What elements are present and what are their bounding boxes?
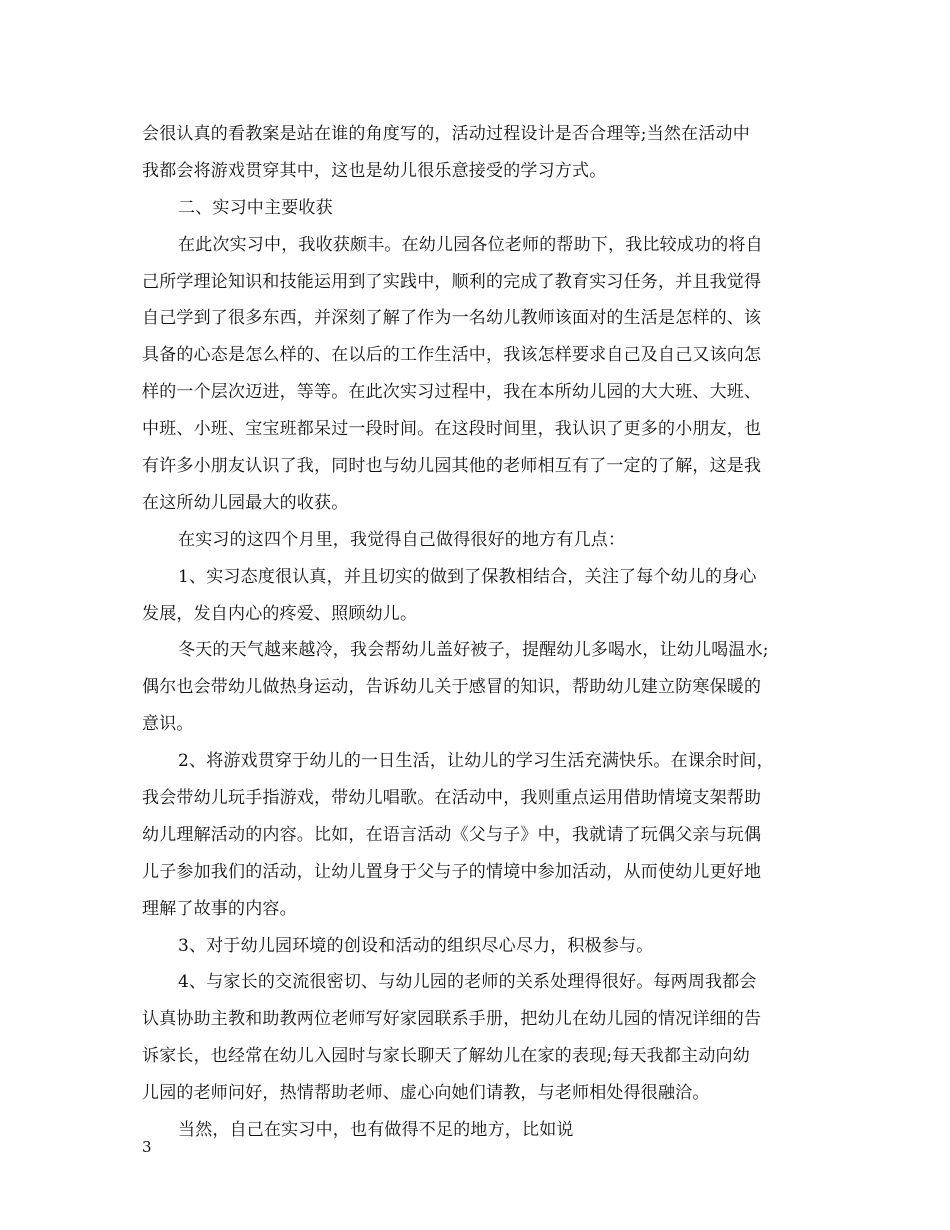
text-line: 3、对于幼儿园环境的创设和活动的组织尽心尽力，积极参与。 <box>178 935 654 956</box>
text-line: 儿园的老师问好，热情帮助老师、虚心向她们请教，与老师相处得很融洽。 <box>142 1083 710 1104</box>
document-body <box>142 116 822 1149</box>
text-line: 我会带幼儿玩手指游戏，带幼儿唱歌。在活动中，我则重点运用借助情境支架帮助 <box>142 788 762 809</box>
text-line: 样的一个层次迈进，等等。在此次实习过程中，我在本所幼儿园的大大班、大班、 <box>142 382 762 403</box>
text-line: 具备的心态是怎么样的、在以后的工作生活中，我该怎样要求自己及自己又该向怎 <box>142 345 762 366</box>
text-line: 在实习的这四个月里，我觉得自己做得很好的地方有几点： <box>178 529 626 550</box>
text-line: 意识。 <box>142 714 194 735</box>
text-line: 4、与家长的交流很密切、与幼儿园的老师的关系处理得很好。每两周我都会 <box>178 972 757 993</box>
page-number: 3 <box>142 1138 152 1156</box>
text-line: 有许多小朋友认识了我，同时也与幼儿园其他的老师相互有了一定的了解，这是我 <box>142 456 762 477</box>
text-line: 当然，自己在实习中，也有做得不足的地方，比如说 <box>178 1120 574 1141</box>
text-line: 1、实习态度很认真，并且切实的做到了保教相结合，关注了每个幼儿的身心 <box>178 566 757 587</box>
text-line: 发展，发自内心的疼爱、照顾幼儿。 <box>142 603 418 624</box>
text-line: 诉家长，也经常在幼儿入园时与家长聊天了解幼儿在家的表现;每天我都主动向幼 <box>142 1046 750 1067</box>
text-line: 我都会将游戏贯穿其中，这也是幼儿很乐意接受的学习方式。 <box>142 160 607 181</box>
text-line: 在这所幼儿园最大的收获。 <box>142 492 349 513</box>
text-line: 2、将游戏贯穿于幼儿的一日生活，让幼儿的学习生活充满快乐。在课余时间， <box>178 751 774 772</box>
text-line: 中班、小班、宝宝班都呆过一段时间。在这段时间里，我认识了更多的小朋友，也 <box>142 419 762 440</box>
text-line: 儿子参加我们的活动，让幼儿置身于父与子的情境中参加活动，从而使幼儿更好地 <box>142 861 762 882</box>
text-line: 在此次实习中，我收获颇丰。在幼儿园各位老师的帮助下，我比较成功的将自 <box>178 234 763 255</box>
text-line: 认真协助主教和助教两位老师写好家园联系手册，把幼儿在幼儿园的情况详细的告 <box>142 1009 762 1030</box>
text-line: 会很认真的看教案是站在谁的角度写的，活动过程设计是否合理等;当然在活动中 <box>142 124 750 144</box>
text-line: 二、实习中主要收获 <box>178 197 333 218</box>
text-line: 自己学到了很多东西，并深刻了解了作为一名幼儿教师该面对的生活是怎样的、该 <box>142 308 762 329</box>
text-line: 幼儿理解活动的内容。比如，在语言活动《父与子》中，我就请了玩偶父亲与玩偶 <box>142 824 762 845</box>
text-line: 理解了故事的内容。 <box>142 898 297 919</box>
text-line: 偶尔也会带幼儿做热身运动，告诉幼儿关于感冒的知识，帮助幼儿建立防寒保暖的 <box>142 677 762 698</box>
text-line: 己所学理论知识和技能运用到了实践中，顺利的完成了教育实习任务，并且我觉得 <box>142 271 762 292</box>
text-line: 冬天的天气越来越冷，我会帮幼儿盖好被子，提醒幼儿多喝水，让幼儿喝温水; <box>178 640 769 661</box>
